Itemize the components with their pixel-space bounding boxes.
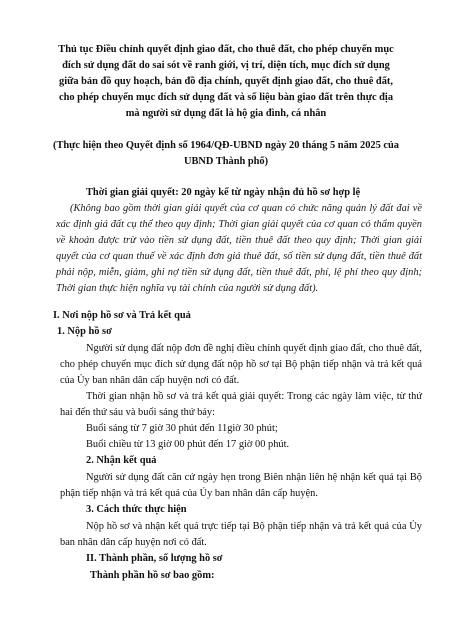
document-title: Thủ tục Điều chỉnh quyết định giao đất, cho thuê đất, cho phép chuyển mục đích sử dụng đất do sai sót về ranh giới, vị trí, diện tích, mục đích sử dụng giữa bản đồ quy hoạch, bản đồ địa chính, quyết định giao đất, cho thuê đất, cho phép chuyển mục đích sử dụng đất và số liệu bàn giao đất trên thực địa mà người sử dụng đất là hộ gia đình, cá nhân: [58, 44, 394, 119]
section-2-sub-1: Thành phần hồ sơ bao gồm:: [90, 570, 215, 581]
section-1-sub-3: 3. Cách thức thực hiện: [86, 504, 187, 515]
section-1-para-5: Người sử dụng đất căn cứ ngày hẹn trong Biên nhận liên hệ nhận kết quả tại Bộ phận tiếp nhận và trả kết quả của Ủy ban nhân dân cấp huyện.: [60, 472, 422, 499]
section-2-heading: II. Thành phần, số lượng hồ sơ: [86, 553, 223, 564]
section-1-para-3: Buổi sáng từ 7 giờ 30 phút đến 11giờ 30 phút;: [86, 423, 278, 434]
section-1-sub-1: 1. Nộp hồ sơ: [57, 326, 112, 337]
document-subtitle: (Thực hiện theo Quyết định số 1964/QĐ-UBND ngày 20 tháng 5 năm 2025 của UBND Thành phố): [53, 140, 399, 167]
section-1-heading: I. Nơi nộp hồ sơ và Trả kết quả: [53, 310, 191, 321]
section-1-para-6: Nộp hồ sơ và nhận kết quả trực tiếp tại Bộ phận tiếp nhận và trả kết quả của Ủy ban nhân dân cấp huyện nơi có đất.: [60, 521, 422, 548]
section-1-para-1: Người sử dụng đất nộp đơn đề nghị điều chỉnh quyết định giao đất, cho thuê đất, cho phép chuyển mục đích sử dụng đất nộp hồ sơ tại Bộ phận tiếp nhận và trả kết quả của Ủy ban nhân dân cấp huyện nơi có đất.: [60, 343, 422, 386]
section-1-para-4: Buổi chiều từ 13 giờ 00 phút đến 17 giờ 00 phút.: [86, 439, 290, 450]
resolution-time-note: (Không bao gồm thời gian giải quyết của cơ quan có chức năng quản lý đất đai về xác định giá đất cụ thể theo quy định; Thời gian giải quyết của cơ quan có thẩm quyền về khoản được trừ vào tiền sử dụng đất, tiền thuê đất theo quy định; Thời gian giải quyết của cơ quan thuế về xác định đơn giá thuê đất, số tiền sử dụng đất, tiền thuê đất phải nộp, miễn, giảm, ghi nợ tiền sử dụng đất, tiền thuê đất, phí, lệ phí theo quy định; Thời gian thực hiện nghĩa vụ tài chính của người sử dụng đất).: [56, 203, 422, 294]
resolution-time: Thời gian giải quyết: 20 ngày kể từ ngày nhận đủ hồ sơ hợp lệ: [86, 187, 361, 198]
section-1-para-2: Thời gian nhận hồ sơ và trả kết quả giải quyết: Trong các ngày làm việc, từ thứ hai đến thứ sáu và buổi sáng thứ bảy:: [60, 391, 422, 418]
section-1-sub-2: 2. Nhận kết quả: [86, 455, 157, 466]
